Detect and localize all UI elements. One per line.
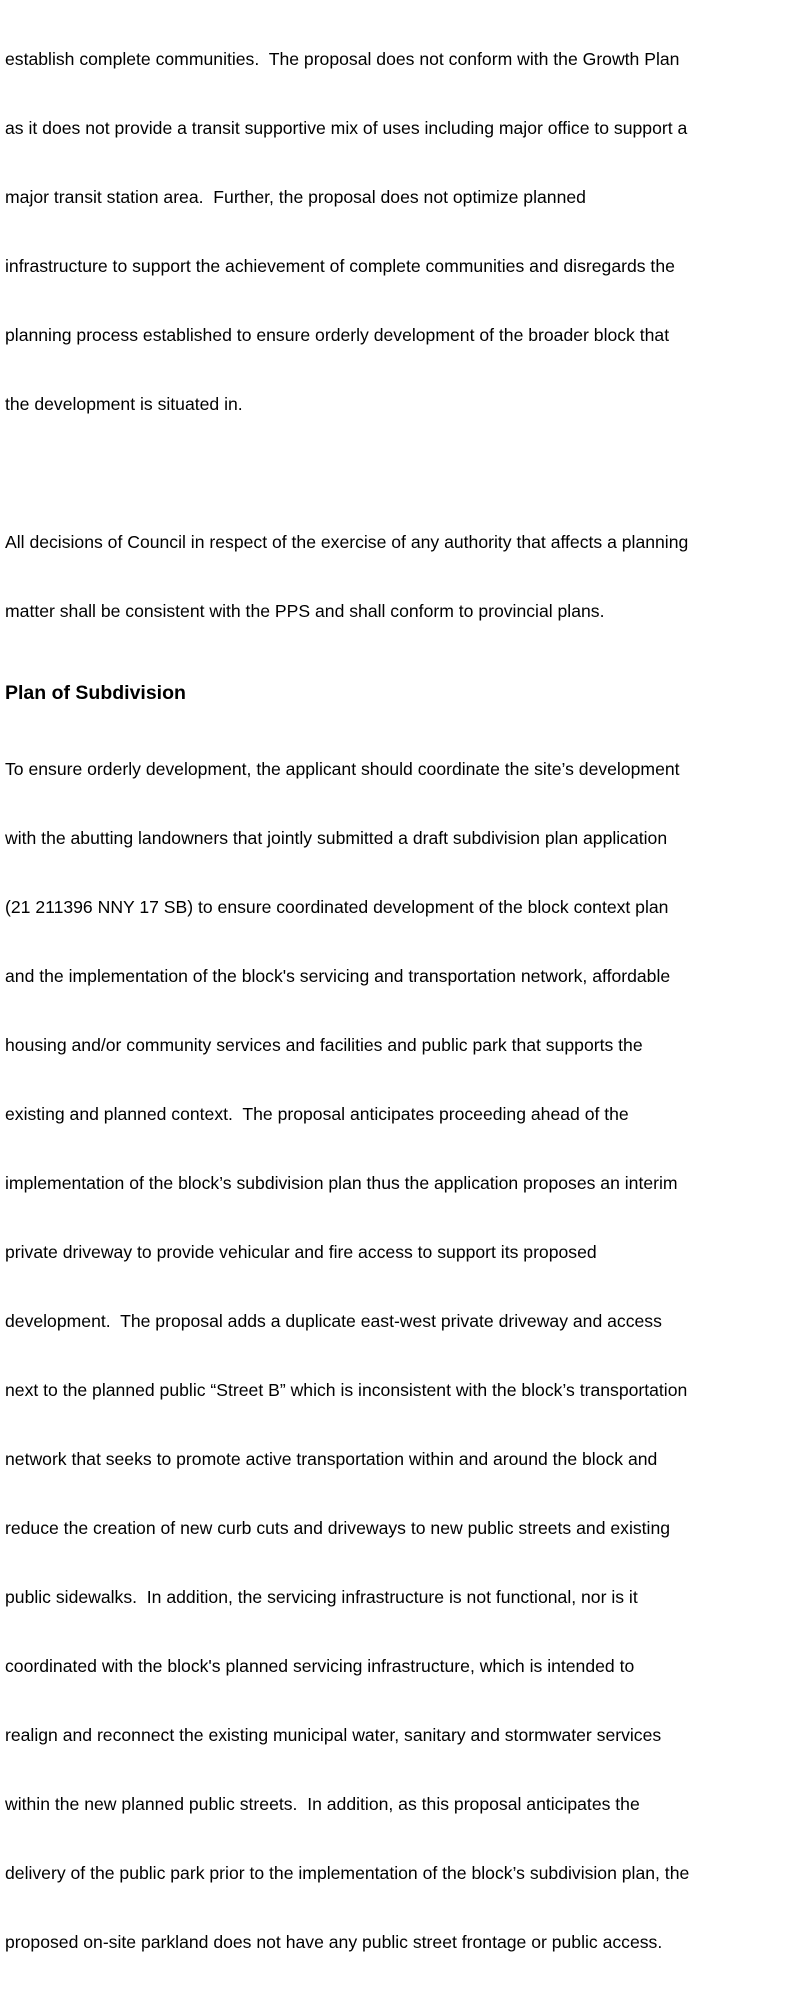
text-line: private driveway to provide vehicular and fire access to support its proposed [5,1242,597,1262]
text-line: proposed on-site parkland does not have any public street frontage or public access. [5,1932,663,1952]
text-line: coordinated with the block's planned servicing infrastructure, which is intended to [5,1656,635,1676]
text-line: realign and reconnect the existing municipal water, sanitary and stormwater services [5,1725,662,1745]
text-line: All decisions of Council in respect of the exercise of any authority that affects a planning [5,532,689,552]
text-line: planning process established to ensure orderly development of the broader block that [5,325,670,345]
text-line: To ensure orderly development, the applicant should coordinate the site’s development [5,759,680,779]
text-line: major transit station area. Further, the proposal does not optimize planned [5,187,586,207]
paragraph-spacer [5,462,789,485]
text-line: with the abutting landowners that jointly submitted a draft subdivision plan application [5,828,668,848]
paragraph-council-decisions [5,485,789,669]
text-line: delivery of the public park prior to the implementation of the block’s subdivision plan, the [5,1863,690,1883]
text-line: public sidewalks. In addition, the servicing infrastructure is not functional, nor is it [5,1587,638,1607]
text-line: and the implementation of the block's servicing and transportation network, affordable [5,966,671,986]
text-line: as it does not provide a transit supportive mix of uses including major office to support a [5,118,688,138]
text-line: existing and planned context. The proposal anticipates proceeding ahead of the [5,1104,629,1124]
text-line: network that seeks to promote active transportation within and around the block and [5,1449,658,1469]
paragraph-complete-communities [5,2,789,462]
section-heading: Plan of Subdivision [5,682,186,704]
text-line: the development is situated in. [5,394,243,414]
text-line: next to the planned public “Street B” which is inconsistent with the block’s transportation [5,1380,688,1400]
paragraph-plan-of-subdivision [5,712,789,2000]
text-line: implementation of the block’s subdivision plan thus the application proposes an interim [5,1173,678,1193]
text-line: infrastructure to support the achievement of complete communities and disregards the [5,256,675,276]
text-line: establish complete communities. The proposal does not conform with the Growth Plan [5,49,680,69]
text-line: development. The proposal adds a duplicate east-west private driveway and access [5,1311,662,1331]
document-page [5,2,789,2000]
text-line: reduce the creation of new curb cuts and driveways to new public streets and existing [5,1518,671,1538]
text-line: housing and/or community services and facilities and public park that supports the [5,1035,643,1055]
text-line: (21 211396 NNY 17 SB) to ensure coordinated development of the block context plan [5,897,669,917]
text-line: matter shall be consistent with the PPS and shall conform to provincial plans. [5,601,605,621]
text-line: within the new planned public streets. In addition, as this proposal anticipates the [5,1794,640,1814]
